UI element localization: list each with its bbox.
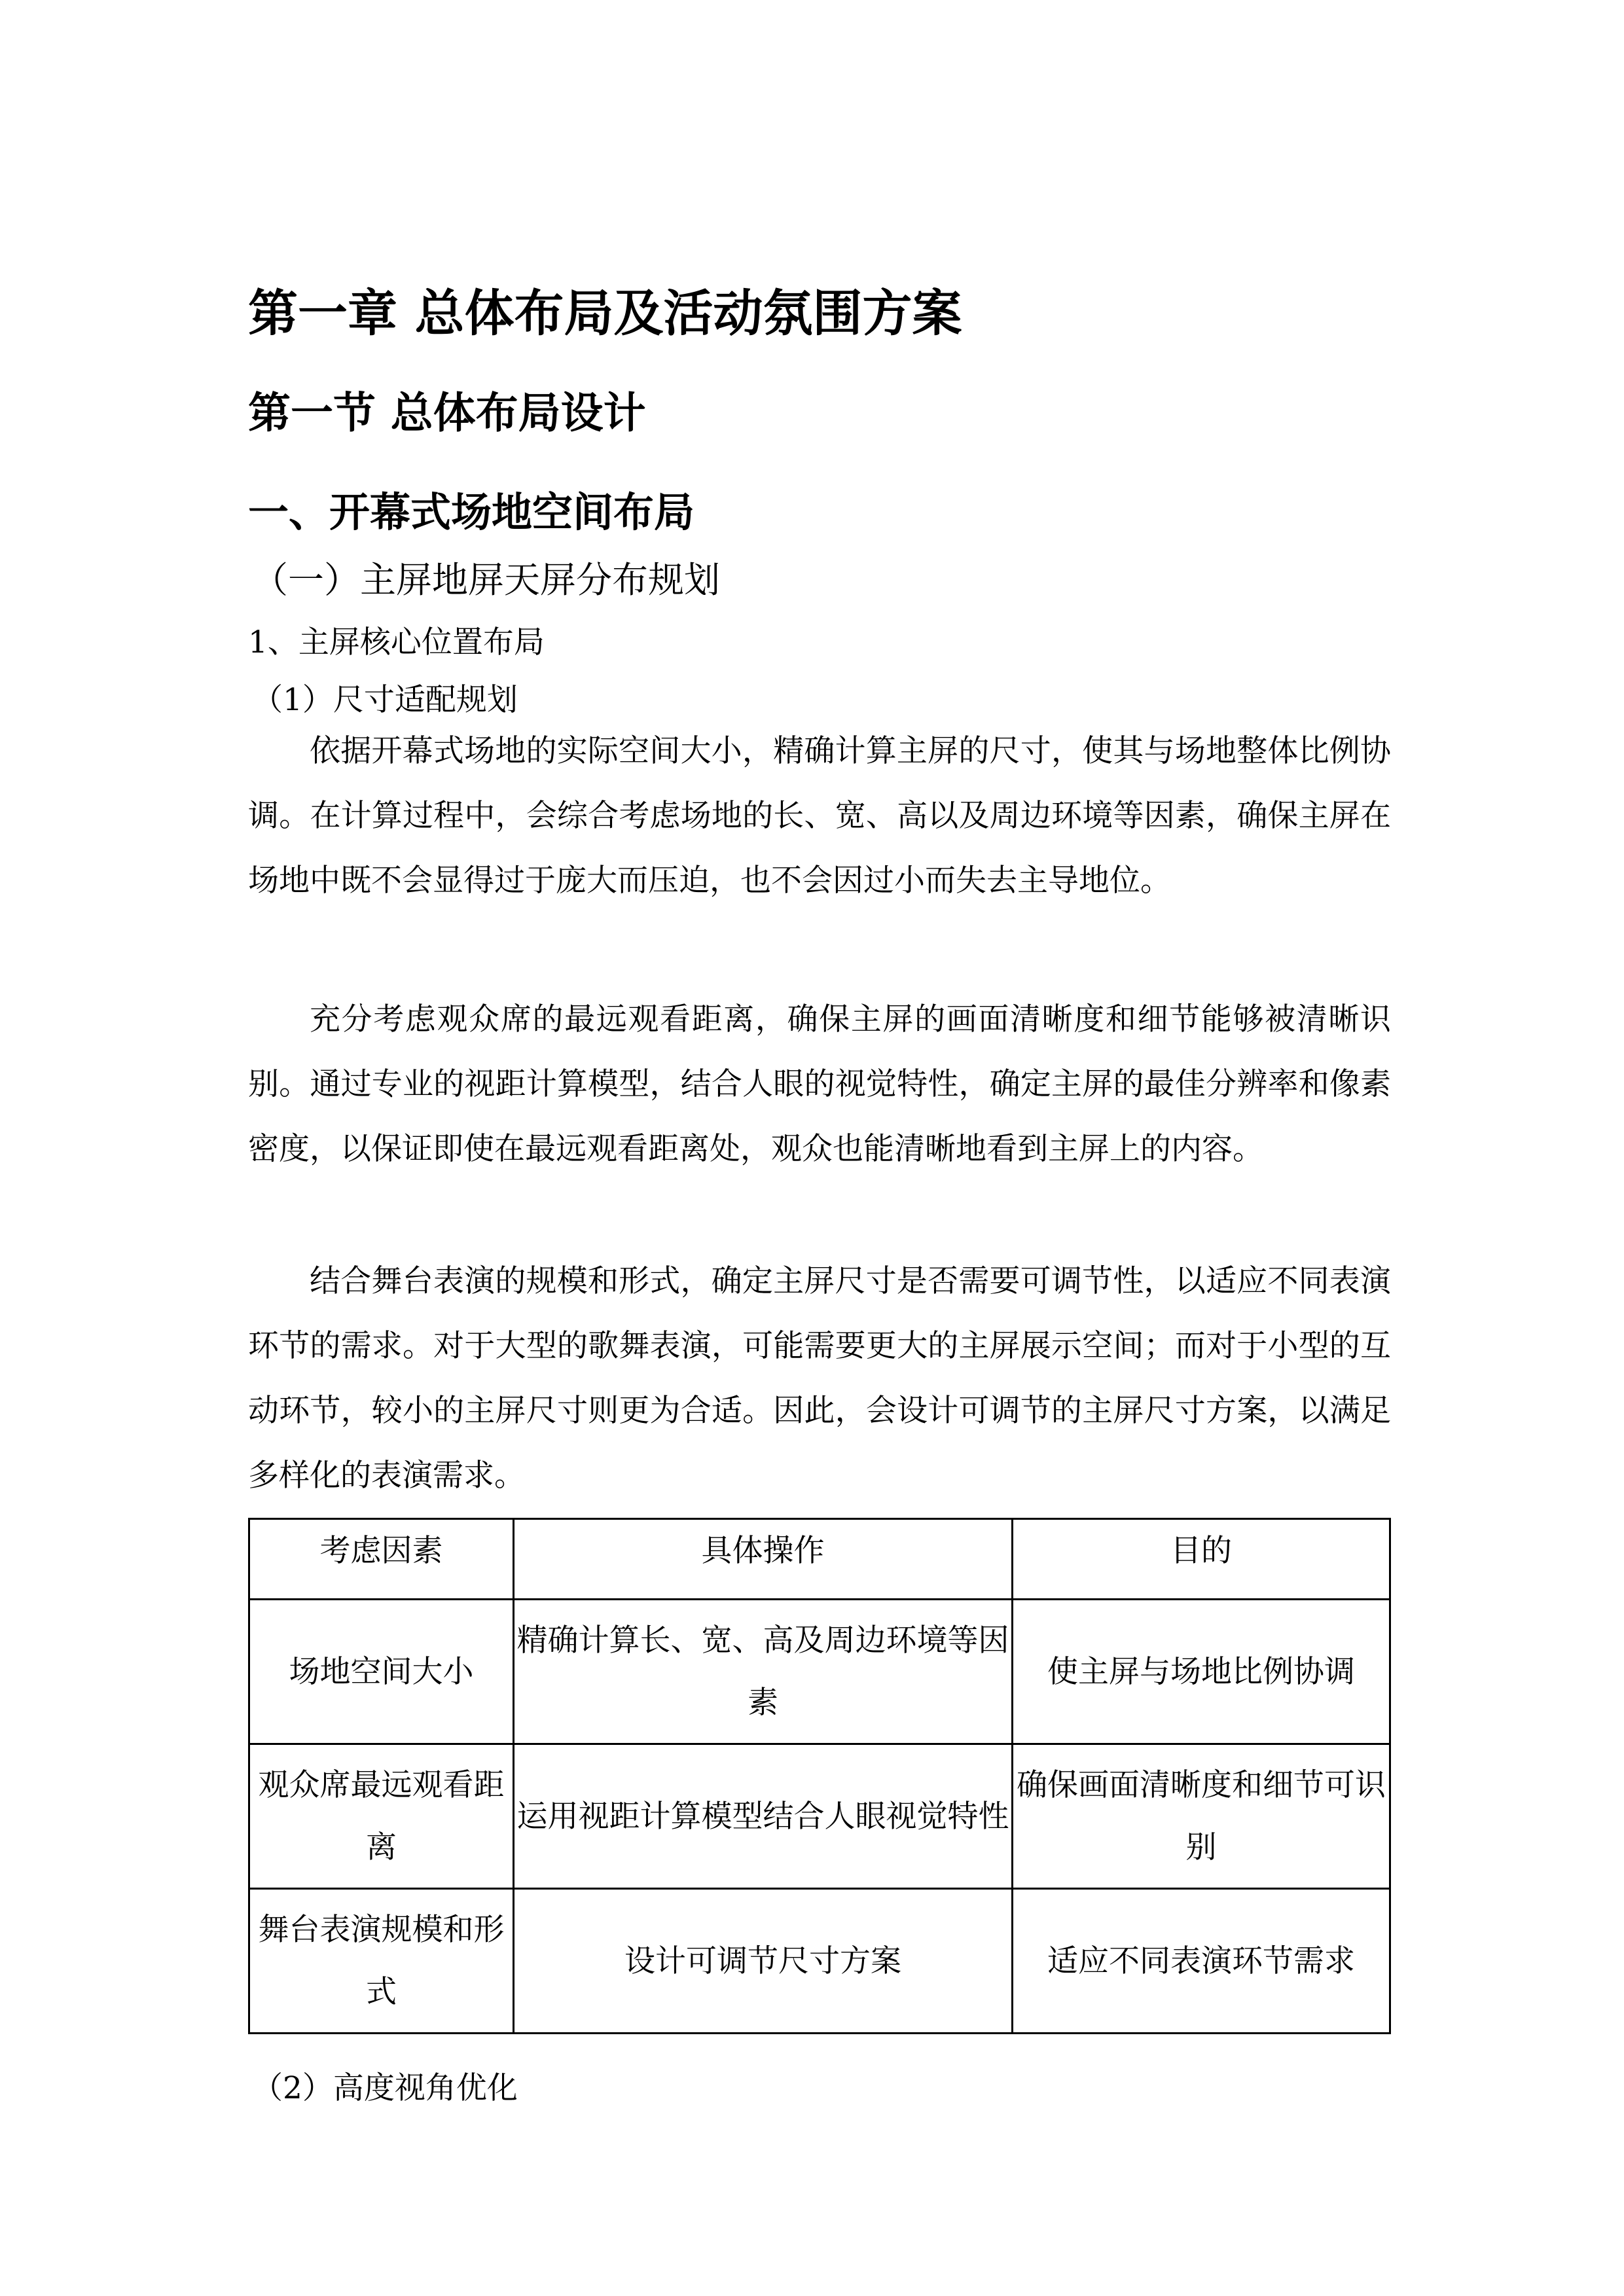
table-cell: 精确计算长、宽、高及周边环境等因素 <box>514 1600 1013 1744</box>
body-paragraph: 充分考虑观众席的最远观看距离，确保主屏的画面清晰度和细节能够被清晰识别。通过专业的视距计算模型，结合人眼的视觉特性，确定主屏的最佳分辨率和像素密度，以保证即使在最远观看距离处，观众也能清晰地看到主屏上的内容。 <box>248 1001 1391 1167</box>
table-cell: 适应不同表演环节需求 <box>1013 1889 1390 2034</box>
chapter-title: 第一章 总体布局及活动氛围方案 <box>248 284 962 342</box>
subitem-heading: （1）尺寸适配规划 <box>252 682 518 718</box>
table-row <box>249 1600 1390 1744</box>
part-heading: 一、开幕式场地空间布局 <box>248 488 695 536</box>
table-row <box>249 1889 1390 2034</box>
section-title: 第一节 总体布局设计 <box>248 388 646 438</box>
table-row <box>249 1744 1390 1889</box>
table-cell: 设计可调节尺寸方案 <box>514 1889 1013 2034</box>
table-cell: 使主屏与场地比例协调 <box>1013 1600 1390 1744</box>
item-heading: 1、主屏核心位置布局 <box>248 624 545 660</box>
table-header-cell: 考虑因素 <box>249 1519 514 1600</box>
table-header-cell: 具体操作 <box>514 1519 1013 1600</box>
table-header-cell: 目的 <box>1013 1519 1390 1600</box>
body-paragraph: 结合舞台表演的规模和形式，确定主屏尺寸是否需要可调节性，以适应不同表演环节的需求。对于大型的歌舞表演，可能需要更大的主屏展示空间；而对于小型的互动环节，较小的主屏尺寸则更为合适。因此，会设计可调节的主屏尺寸方案，以满足多样化的表演需求。 <box>248 1263 1391 1494</box>
table-cell: 舞台表演规模和形式 <box>249 1889 514 2034</box>
subpart-heading: （一）主屏地屏天屏分布规划 <box>252 559 721 601</box>
factors-table <box>248 1518 1391 2034</box>
table-cell: 确保画面清晰度和细节可识别 <box>1013 1744 1390 1889</box>
table-header-row <box>249 1519 1390 1600</box>
table-cell: 观众席最远观看距离 <box>249 1744 514 1889</box>
body-paragraph: 依据开幕式场地的实际空间大小，精确计算主屏的尺寸，使其与场地整体比例协调。在计算过程中，会综合考虑场地的长、宽、高以及周边环境等因素，确保主屏在场地中既不会显得过于庞大而压迫，也不会因过小而失去主导地位。 <box>248 733 1391 899</box>
table-cell: 运用视距计算模型结合人眼视觉特性 <box>514 1744 1013 1889</box>
subitem-heading: （2）高度视角优化 <box>252 2070 518 2106</box>
table-cell: 场地空间大小 <box>249 1600 514 1744</box>
